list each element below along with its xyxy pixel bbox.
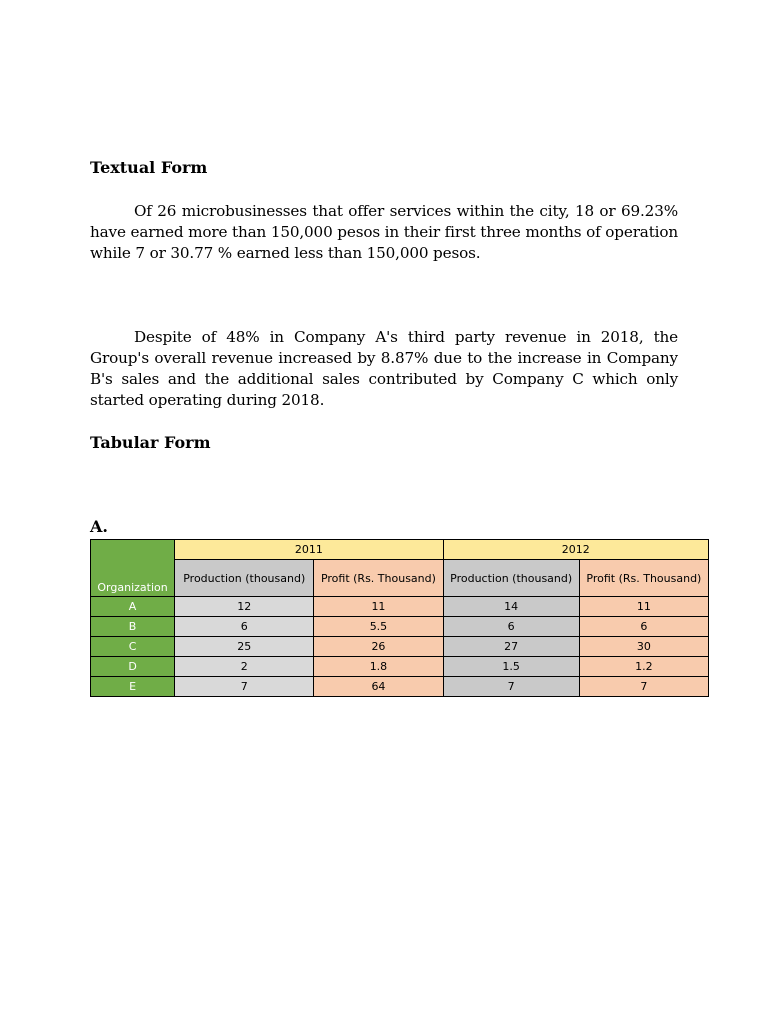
organization-header: Organization	[91, 540, 175, 597]
table-row	[91, 637, 709, 657]
profit-2012-cell: 6	[579, 617, 708, 637]
org-cell: D	[91, 657, 175, 677]
table-row	[91, 677, 709, 697]
profit-header-2012: Profit (Rs. Thousand)	[579, 560, 708, 597]
production-header-2012: Production (thousand)	[443, 560, 579, 597]
production-2011-cell: 6	[175, 617, 314, 637]
textual-form-heading: Textual Form	[90, 158, 208, 177]
production-2012-cell: 7	[443, 677, 579, 697]
profit-2011-cell: 5.5	[314, 617, 443, 637]
year-header-2012: 2012	[443, 540, 708, 560]
production-2011-cell: 7	[175, 677, 314, 697]
profit-2012-cell: 7	[579, 677, 708, 697]
production-2011-cell: 25	[175, 637, 314, 657]
profit-header-2011: Profit (Rs. Thousand)	[314, 560, 443, 597]
production-2012-cell: 14	[443, 597, 579, 617]
production-2011-cell: 2	[175, 657, 314, 677]
paragraph-microbusinesses: Of 26 microbusinesses that offer services within the city, 18 or 69.23% have earned more than 150,000 pesos in their first three months of operation while 7 or 30.77 % earned less than 150,000 pesos.	[90, 202, 678, 262]
profit-2012-cell: 11	[579, 597, 708, 617]
org-cell: C	[91, 637, 175, 657]
production-header-2011: Production (thousand)	[175, 560, 314, 597]
table-row	[91, 657, 709, 677]
profit-2012-cell: 30	[579, 637, 708, 657]
org-cell: A	[91, 597, 175, 617]
table-label: A.	[90, 517, 108, 536]
paragraph-company-revenue: Despite of 48% in Company A's third party revenue in 2018, the Group's overall revenue increased by 8.87% due to the increase in Company B's sales and the additional sales contributed by Company C which only started operating during 2018.	[90, 328, 678, 409]
tabular-form-heading: Tabular Form	[90, 433, 211, 452]
profit-2011-cell: 26	[314, 637, 443, 657]
production-2012-cell: 27	[443, 637, 579, 657]
org-cell: E	[91, 677, 175, 697]
production-2012-cell: 6	[443, 617, 579, 637]
profit-2011-cell: 11	[314, 597, 443, 617]
org-cell: B	[91, 617, 175, 637]
profit-2012-cell: 1.2	[579, 657, 708, 677]
year-header-2011: 2011	[175, 540, 443, 560]
production-2011-cell: 12	[175, 597, 314, 617]
profit-2011-cell: 64	[314, 677, 443, 697]
profit-2011-cell: 1.8	[314, 657, 443, 677]
table-row	[91, 597, 709, 617]
table-row	[91, 617, 709, 637]
production-profit-table	[90, 539, 709, 697]
production-2012-cell: 1.5	[443, 657, 579, 677]
